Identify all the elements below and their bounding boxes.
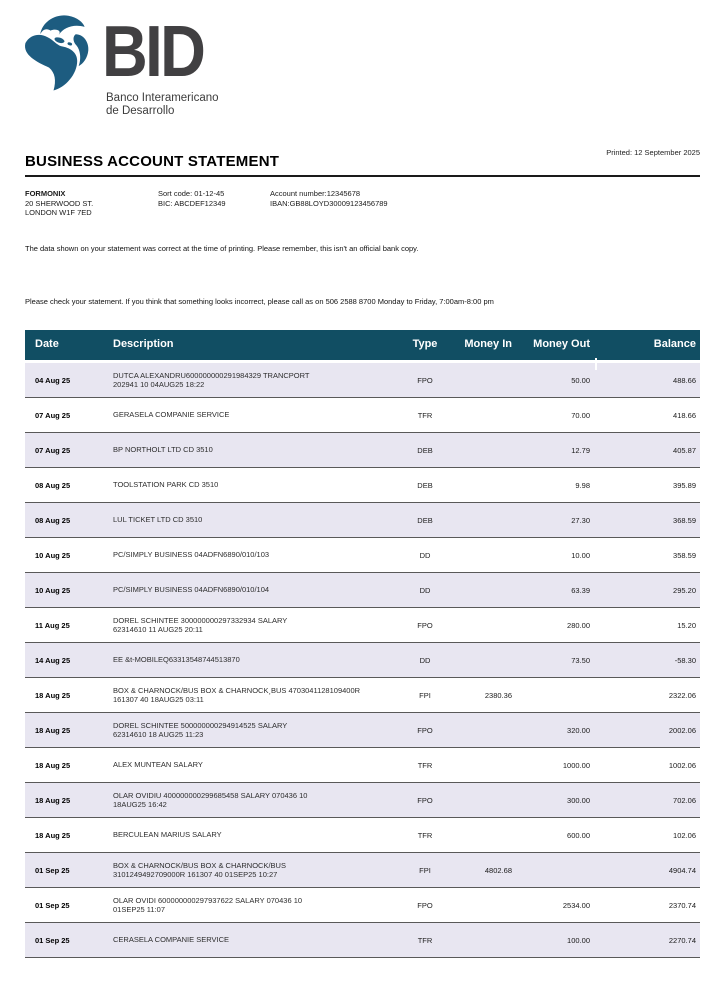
table-header (25, 330, 700, 360)
column-header-money-in: Money In (464, 338, 512, 350)
sort-code: Sort code: 01-12-45 (158, 189, 225, 198)
transaction-money-in: 4802.68 (484, 865, 512, 875)
description-line-1: BP NORTHOLT LTD CD 3510 (113, 445, 213, 455)
bid-logo-text: BID (102, 12, 204, 92)
transaction-balance: 2370.74 (668, 900, 696, 910)
transaction-description (113, 616, 385, 635)
bank-name-line2: de Desarrollo (106, 105, 175, 117)
address-line-1: 20 SHERWOOD ST. (25, 198, 94, 208)
transaction-description (113, 655, 385, 665)
table-row (25, 853, 700, 888)
transaction-money-out: 280.00 (567, 620, 590, 630)
transaction-balance: 702.06 (673, 795, 696, 805)
transaction-description (113, 830, 385, 840)
transaction-date: 18 Aug 25 (35, 795, 71, 805)
transaction-balance: 2322.06 (668, 690, 696, 700)
transaction-balance: 295.20 (673, 585, 696, 595)
transaction-date: 08 Aug 25 (35, 515, 71, 525)
transaction-description (113, 371, 385, 390)
transaction-description (113, 445, 385, 455)
transaction-date: 08 Aug 25 (35, 480, 71, 490)
account-holder-name: FORMONIX (25, 189, 66, 198)
printed-date: Printed: 12 September 2025 (606, 148, 700, 157)
description-line-1: PC/SIMPLY BUSINESS 04ADFN6890/010/103 (113, 550, 270, 560)
transaction-type: TFR (417, 410, 433, 420)
table-row (25, 748, 700, 783)
transaction-balance: 368.59 (673, 515, 696, 525)
account-number: Account number:12345678 (270, 189, 361, 198)
bic: BIC: ABCDEF12349 (158, 198, 226, 208)
transaction-date: 07 Aug 25 (35, 445, 71, 455)
transaction-money-out: 50.00 (571, 375, 590, 385)
transaction-description (113, 585, 385, 595)
transaction-balance: 4904.74 (668, 865, 696, 875)
account-details (158, 189, 388, 208)
transaction-type: DEB (417, 480, 433, 490)
transaction-balance: -58.30 (674, 655, 696, 665)
transaction-type: DEB (417, 515, 433, 525)
transaction-balance: 102.06 (673, 830, 696, 840)
description-line-1: TOOLSTATION PARK CD 3510 (113, 480, 219, 490)
transaction-description (113, 935, 385, 945)
table-row (25, 503, 700, 538)
column-header-date: Date (35, 338, 59, 350)
description-line-2: 01SEP25 11:07 (113, 905, 165, 914)
description-line-2: 202941 10 04AUG25 18:22 (113, 380, 205, 389)
table-row (25, 433, 700, 468)
table-row (25, 678, 700, 713)
account-holder-address (25, 189, 93, 218)
transaction-description (113, 791, 385, 810)
americas-globe-icon (18, 12, 92, 98)
transaction-type: FPO (417, 620, 433, 630)
table-row (25, 538, 700, 573)
transaction-money-out: 63.39 (571, 585, 590, 595)
transaction-balance: 488.66 (673, 375, 696, 385)
description-line-2: 62314610 18 AUG25 11:23 (113, 730, 204, 739)
transaction-date: 07 Aug 25 (35, 410, 71, 420)
transaction-type: DD (419, 585, 431, 595)
transaction-description (113, 410, 385, 420)
transaction-type: FPO (417, 900, 433, 910)
transaction-money-out: 320.00 (567, 725, 590, 735)
table-row (25, 363, 700, 398)
transaction-balance: 2002.06 (668, 725, 696, 735)
transaction-money-out: 12.79 (571, 445, 590, 455)
address-line-2: LONDON W1F 7ED (25, 208, 92, 217)
column-header-type: Type (412, 338, 438, 350)
column-header-balance: Balance (653, 338, 696, 350)
transaction-type: DD (419, 550, 431, 560)
transaction-description (113, 480, 385, 490)
transaction-description (113, 721, 385, 740)
description-line-2: 3101249492709000R 161307 40 01SEP25 10:27 (113, 870, 278, 879)
transaction-money-out: 600.00 (567, 830, 590, 840)
description-line-2: 161307 40 18AUG25 03:11 (113, 695, 204, 704)
transaction-date: 18 Aug 25 (35, 830, 71, 840)
description-line-1: LUL TICKET LTD CD 3510 (113, 515, 203, 525)
iban: IBAN:GB88LOYD30009123456789 (270, 198, 388, 208)
transaction-money-out: 1000.00 (562, 760, 590, 770)
transaction-type: TFR (417, 830, 433, 840)
column-header-description: Description (113, 338, 174, 350)
transaction-money-out: 27.30 (571, 515, 590, 525)
transaction-balance: 1002.06 (668, 760, 696, 770)
transaction-date: 10 Aug 25 (35, 550, 71, 560)
transaction-date: 18 Aug 25 (35, 725, 71, 735)
transaction-money-out: 300.00 (567, 795, 590, 805)
transaction-type: DEB (417, 445, 433, 455)
transaction-date: 18 Aug 25 (35, 760, 71, 770)
table-row (25, 468, 700, 503)
transaction-money-out: 100.00 (567, 935, 590, 945)
description-line-1: EE &t-MOBILEQ63313548744513870 (113, 655, 240, 665)
transaction-type: DD (419, 655, 431, 665)
transaction-date: 01 Sep 25 (35, 865, 70, 875)
check-statement-notice: Please check your statement. If you think that something looks incorrect, please call as on 506 2588 8700 Monday to Friday, 7:00am-8:00 pm (25, 297, 494, 306)
transaction-description (113, 515, 385, 525)
table-row (25, 643, 700, 678)
transaction-balance: 2270.74 (668, 935, 696, 945)
transaction-date: 18 Aug 25 (35, 690, 71, 700)
transactions-table (25, 330, 700, 958)
description-line-1: DOREL SCHINTEE 500000000294914525 SALARY (113, 720, 288, 730)
transaction-description (113, 550, 385, 560)
table-row (25, 398, 700, 433)
printing-notice: The data shown on your statement was correct at the time of printing. Please remember, this isn't an official bank copy. (25, 244, 419, 253)
transaction-rows (25, 363, 700, 958)
transaction-type: TFR (417, 935, 433, 945)
transaction-description (113, 896, 385, 915)
transaction-date: 14 Aug 25 (35, 655, 71, 665)
transaction-date: 04 Aug 25 (35, 375, 71, 385)
table-row (25, 783, 700, 818)
transaction-type: FPI (419, 865, 431, 875)
transaction-money-out: 10.00 (571, 550, 590, 560)
column-separator-tick (595, 358, 597, 370)
description-line-1: OLAR OVIDI 600000000297937622 SALARY 070436 10 (113, 895, 303, 905)
table-row (25, 713, 700, 748)
description-line-1: PC/SIMPLY BUSINESS 04ADFN6890/010/104 (113, 585, 270, 595)
description-line-1: CERASELA COMPANIE SERVICE (113, 935, 230, 945)
transaction-description (113, 686, 385, 705)
column-header-money-out: Money Out (533, 338, 590, 350)
description-line-1: BOX & CHARNOCK/BUS BOX & CHARNOCK/BUS (113, 860, 286, 870)
transaction-balance: 15.20 (677, 620, 696, 630)
statement-title: BUSINESS ACCOUNT STATEMENT (25, 153, 280, 170)
transaction-description (113, 861, 385, 880)
table-row (25, 573, 700, 608)
transaction-money-out: 73.50 (571, 655, 590, 665)
transaction-date: 11 Aug 25 (35, 620, 70, 630)
description-line-1: DOREL SCHINTEE 300000000297332934 SALARY (113, 615, 288, 625)
transaction-type: FPO (417, 375, 433, 385)
transaction-balance: 418.66 (673, 410, 696, 420)
bank-name-line1: Banco Interamericano (106, 92, 219, 104)
table-row (25, 608, 700, 643)
transaction-money-out: 2534.00 (562, 900, 590, 910)
description-line-1: BERCULEAN MARIUS SALARY (113, 830, 222, 840)
bank-name (106, 92, 219, 118)
table-row (25, 818, 700, 853)
description-line-2: 18AUG25 16:42 (113, 800, 167, 809)
transaction-date: 01 Sep 25 (35, 900, 70, 910)
description-line-2: 62314610 11 AUG25 20:11 (113, 625, 203, 634)
description-line-1: DUTCA ALEXANDRU600000000291984329 TRANCPORT (113, 370, 310, 380)
description-line-1: GERASELA COMPANIE SERVICE (113, 410, 230, 420)
transaction-money-out: 70.00 (571, 410, 590, 420)
description-line-1: BOX & CHARNOCK/BUS BOX & CHARNOCK¸BUS 4703041128109400R (113, 685, 361, 695)
transaction-type: FPO (417, 725, 433, 735)
table-row (25, 923, 700, 958)
transaction-date: 10 Aug 25 (35, 585, 71, 595)
transaction-type: TFR (417, 760, 433, 770)
transaction-balance: 395.89 (673, 480, 696, 490)
transaction-money-in: 2380.36 (484, 690, 512, 700)
title-divider (25, 175, 700, 177)
transaction-date: 01 Sep 25 (35, 935, 70, 945)
transaction-money-out: 9.98 (575, 480, 590, 490)
transaction-balance: 405.87 (673, 445, 696, 455)
table-row (25, 888, 700, 923)
transaction-type: FPI (419, 690, 431, 700)
transaction-type: FPO (417, 795, 433, 805)
description-line-1: OLAR OVIDIU 400000000299685458 SALARY 070436 10 (113, 790, 308, 800)
transaction-balance: 358.59 (673, 550, 696, 560)
transaction-description (113, 760, 385, 770)
description-line-1: ALEX MUNTEAN SALARY (113, 760, 203, 770)
